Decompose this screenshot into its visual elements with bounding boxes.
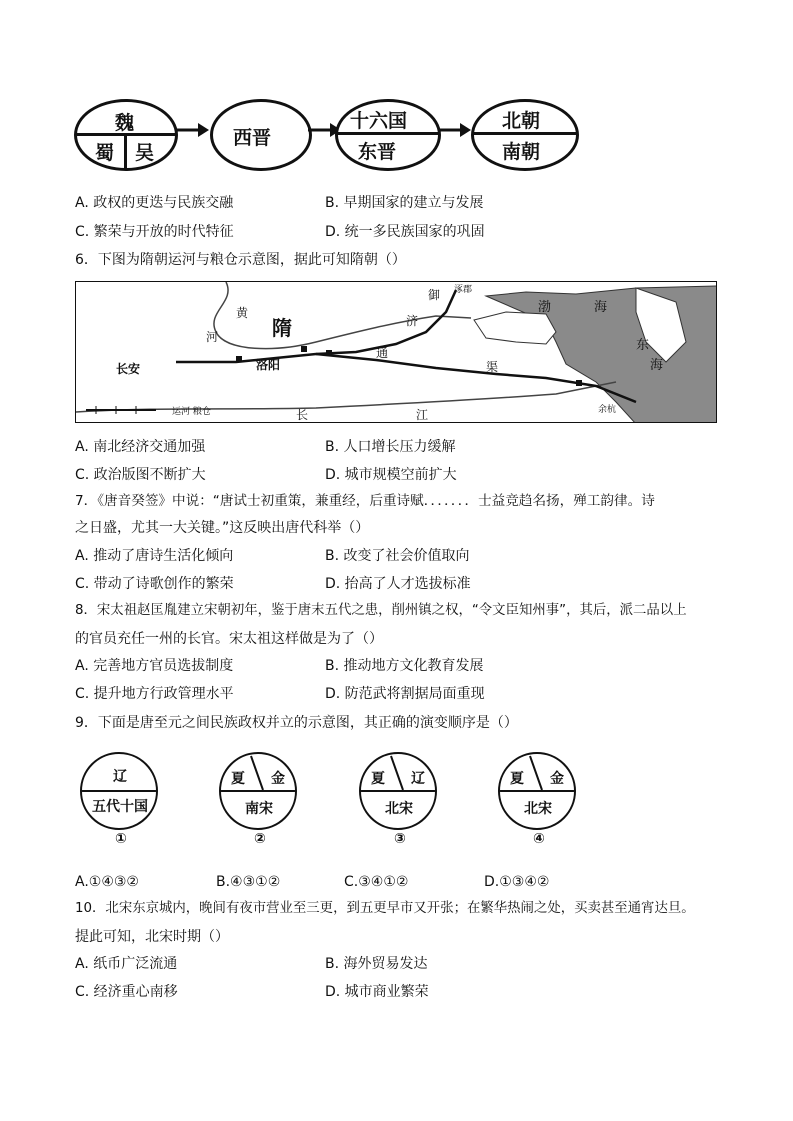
map-label-bo: 渤 <box>538 300 552 315</box>
regime-circle-2 <box>219 752 297 830</box>
q5-option-d[interactable]: D. 统一多民族国家的巩固 <box>325 224 485 240</box>
map-label-yuhang: 余杭 <box>598 405 617 415</box>
circle-beichao-nanchao <box>471 99 579 171</box>
label-shu: 蜀 <box>95 142 115 164</box>
map-label-chang: 长 <box>296 408 309 422</box>
q8-option-b[interactable]: B. 推动地方文化教育发展 <box>325 658 484 674</box>
circle2-right: 金 <box>271 771 285 787</box>
q9-option-b[interactable]: B.④③①② <box>216 874 281 890</box>
circle3-right: 辽 <box>411 771 425 787</box>
q5-option-a[interactable]: A. 政权的更迭与民族交融 <box>75 195 234 211</box>
circle-xijin <box>210 99 312 171</box>
q10-option-a[interactable]: A. 纸币广泛流通 <box>75 956 178 972</box>
regime-circle-1 <box>80 752 158 830</box>
circle1-top: 辽 <box>113 769 127 785</box>
q6-option-b[interactable]: B. 人口增长压力缓解 <box>325 439 456 455</box>
q5-option-b[interactable]: B. 早期国家的建立与发展 <box>325 195 484 211</box>
label-16kingdoms: 十六国 <box>350 110 408 132</box>
q6-option-d[interactable]: D. 城市规模空前扩大 <box>325 467 457 483</box>
regime-circle-3 <box>359 752 437 830</box>
q10-option-c[interactable]: C. 经济重心南移 <box>75 984 178 1000</box>
q10-stem-line1: 10．北宋东京城内，晚间有夜市营业至三更，到五更早市又开张；在繁华热闹之处，买卖甚至通宵达旦。 <box>75 901 695 916</box>
map-label-dong: 东 <box>636 338 650 353</box>
q8-stem-line2: 的官员充任一州的长官。宋太祖这样做是为了（） <box>75 631 383 647</box>
circle4-number: ④ <box>533 831 545 847</box>
map-label-huang: 黄 <box>236 306 249 320</box>
q10-stem-line2: 提此可知，北宋时期（） <box>75 929 229 945</box>
q9-option-d[interactable]: D.①③④② <box>484 874 550 890</box>
circle2-left: 夏 <box>231 771 245 787</box>
map-label-hai2: 海 <box>650 358 664 373</box>
q5-option-c[interactable]: C. 繁荣与开放的时代特征 <box>75 224 234 240</box>
arrow-icon <box>176 122 210 138</box>
circle4-bottom: 北宋 <box>524 801 552 817</box>
q10-option-b[interactable]: B. 海外贸易发达 <box>325 956 428 972</box>
map-label-qu: 渠 <box>486 360 499 374</box>
map-label-tong: 通 <box>376 346 389 360</box>
q8-option-a[interactable]: A. 完善地方官员选拔制度 <box>75 658 234 674</box>
label-wei: 魏 <box>115 112 135 134</box>
label-nanchao: 南朝 <box>502 141 541 163</box>
q8-option-c[interactable]: C. 提升地方行政管理水平 <box>75 686 234 702</box>
map-drawing <box>76 282 717 423</box>
map-label-zhuojun: 涿郡 <box>454 285 473 295</box>
q7-option-a[interactable]: A. 推动了唐诗生活化倾向 <box>75 548 234 564</box>
q9-option-c[interactable]: C.③④①② <box>344 874 409 890</box>
regime-circle-4 <box>498 752 576 830</box>
q7-option-d[interactable]: D. 抬高了人才选拔标准 <box>325 576 471 592</box>
q8-option-d[interactable]: D. 防范武将割据局面重现 <box>325 686 485 702</box>
q7-stem-line2: 之日盛，尤其一大关键。”这反映出唐代科举（） <box>75 520 370 536</box>
q10-option-d[interactable]: D. 城市商业繁荣 <box>325 984 429 1000</box>
q9-stem: 9．下面是唐至元之间民族政权并立的示意图，其正确的演变顺序是（） <box>75 715 518 731</box>
map-label-jiang: 江 <box>416 408 429 422</box>
q7-option-c[interactable]: C. 带动了诗歌创作的繁荣 <box>75 576 234 592</box>
circle3-bottom: 北宋 <box>385 801 413 817</box>
circle4-right: 金 <box>550 771 564 787</box>
map-label-changan: 长安 <box>116 362 141 376</box>
circle1-bottom: 五代十国 <box>92 799 148 815</box>
circle2-bottom: 南宋 <box>245 801 273 817</box>
circle4-left: 夏 <box>510 771 524 787</box>
label-wu: 吴 <box>135 142 155 164</box>
q6-option-a[interactable]: A. 南北经济交通加强 <box>75 439 206 455</box>
map-label-ji: 济 <box>406 314 419 328</box>
q8-stem-line1: 8．宋太祖赵匡胤建立宋朝初年，鉴于唐末五代之患，削州镇之权，“令文臣知州事”，其后，派二品以上 <box>75 603 687 618</box>
circle3-number: ③ <box>394 831 406 847</box>
map-label-he: 河 <box>206 330 219 344</box>
map-label-sui: 隋 <box>272 316 292 340</box>
q6-stem: 6．下图为隋朝运河与粮仓示意图，据此可知隋朝（） <box>75 252 406 268</box>
circle-16kingdoms-dongjin <box>335 99 441 171</box>
label-beichao: 北朝 <box>502 110 541 132</box>
label-dongjin: 东晋 <box>358 141 397 163</box>
circle3-left: 夏 <box>371 771 385 787</box>
map-label-luoyang: 洛阳 <box>256 358 281 372</box>
map-legend: 运河 粮仓 <box>172 407 211 417</box>
circle1-number: ① <box>115 831 127 847</box>
q7-stem-line1: 7．《唐音癸签》中说：“唐试士初重策，兼重经，后重诗赋．．．．．．．士益竞趋名扬，殚工韵律。诗 <box>75 493 655 509</box>
circle-wei-shu-wu <box>74 99 178 171</box>
q7-option-b[interactable]: B. 改变了社会价值取向 <box>325 548 470 564</box>
q9-option-a[interactable]: A.①④③② <box>75 874 139 890</box>
sui-canal-map <box>75 281 717 423</box>
map-label-hai1: 海 <box>594 300 608 315</box>
q6-option-c[interactable]: C. 政治版图不断扩大 <box>75 467 206 483</box>
map-label-yu: 御 <box>428 288 441 302</box>
arrow-icon <box>438 122 472 138</box>
label-xijin: 西晋 <box>233 127 272 149</box>
circle2-number: ② <box>254 831 266 847</box>
